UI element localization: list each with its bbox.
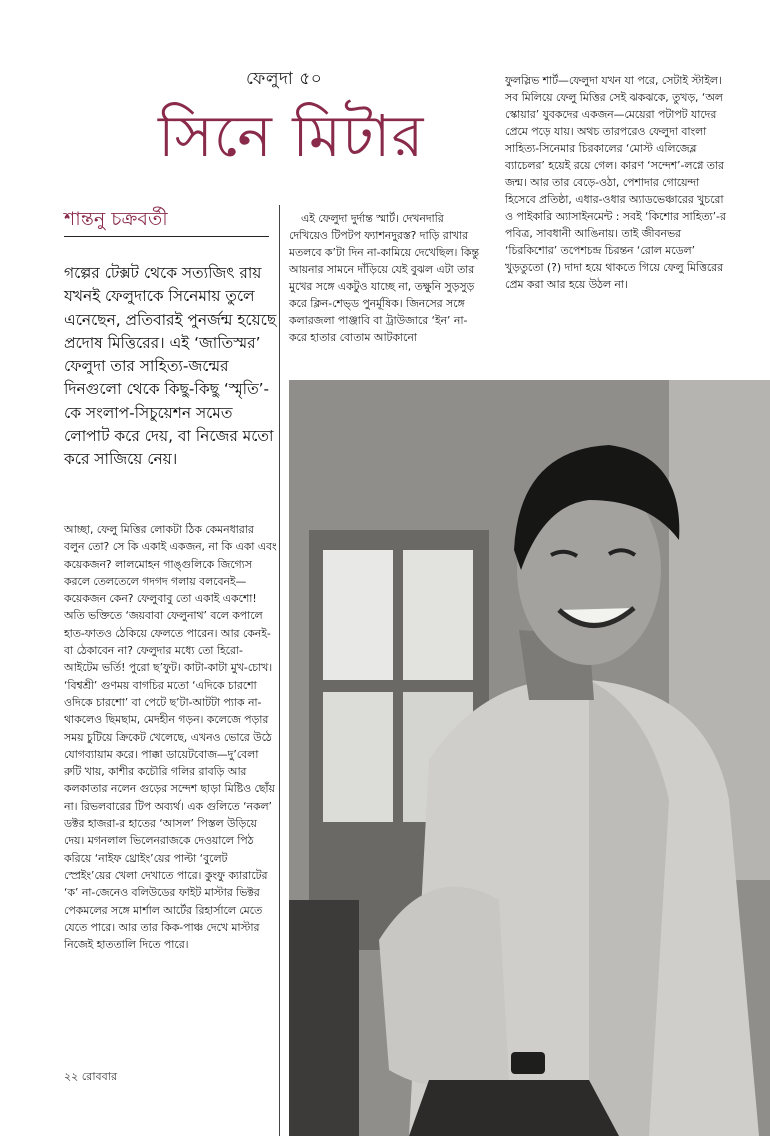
arm: [379, 887, 509, 1088]
article-title: সিনে মিটার: [158, 102, 425, 170]
author-byline: শান্তনু চক্রবর্তী: [64, 208, 168, 230]
series-label: ফেলুদা ৫০: [246, 69, 323, 89]
body-column-middle: [289, 210, 484, 346]
wristwatch: [511, 1052, 545, 1074]
window-pane: [323, 550, 393, 680]
body-mid-paragraph: এই ফেলুদা দুর্দান্ত স্মার্ট। দেখনদারি দেখিয়েও টিপটপ ফ্যাশনদুরস্ত? দাড়ি রাখার মতলবে ক’টা দিন না-কামিয়ে দেখেছিল। কিন্তু আয়নার সামনে দাঁড়িয়ে যেই বুঝল এটা তার মুখের সঙ্গে একটুও যাচ্ছে না, তক্ষুনি সুড়সুড় করে ক্লিন-শেভ্ড পুনর্মূষিক। জিনসের সঙ্গে কলারজলা পাঞ্জাবি বা ট্রাউজারে ‘ইন’ না-করে হাতার বোতাম আটকানো: [289, 212, 479, 344]
window-pane: [323, 692, 393, 822]
photo-illustration: [289, 380, 770, 1136]
column-divider: [279, 205, 280, 1136]
body-column-right: [505, 72, 730, 293]
page-folio: ২২ রোববার: [64, 1070, 117, 1083]
body-right-paragraph: ফুলস্লিভ শার্ট—ফেলুদা যখন যা পরে, সেটাই স্টাইল। সব মিলিয়ে ফেলু মিত্তির সেই ঝকঝকে, তুখড়, ‘অল স্কোয়ার’ যুবকদের একজন—মেয়েরা পটাপট যাদের প্রেমে পড়ে যায়। অথচ তারপরেও ফেলুদা বাংলা সাহিত্য-সিনেমার চিরকালের ‘মোস্ট এলিজেব্ল ব্যাচেলর’ হয়েই রয়ে গেল। কারণ ‘সন্দেশ’-লগ্নে তার জন্ম। আর তার বেড়ে-ওঠা, পেশাদার গোয়েন্দা হিসেবে প্রতিষ্ঠা, এধার-ওধার অ্যাডভেঞ্চারের খুচরো ও পাইকারি অ্যাসাইনমেন্ট : সবই ‘কিশোর সাহিত্য’-র পবিত্র, সাবধানী আঙিনায়। তাই জীবনভর ‘চিরকিশোর’ তপেশচন্দ্র চিরন্তন ‘রোল মডেল’ খুড়তুতো (?) দাদা হয়ে থাকতে গিয়ে ফেলু মিত্তিরের প্রেম করা আর হয়ে উঠল না।: [505, 74, 726, 291]
body-left-paragraph: আচ্ছা, ফেলু মিত্তির লোকটা ঠিক কেমনধারার বলুন তো? সে কি একাই একজন, না কি একা এবং কয়েকজন? লালমোহন গাঙ্গুলিকে জিগ্যেস করলে তেলতেলে গদগদ গলায় বলবেনই—কয়েকজন কেন? ফেলুবাবু তো একাই একশো! অতি ভক্তিতে ‘জয়বাবা ফেলুনাথ’ বলে কপালে হাত-ফাতও ঠেকিয়ে ফেলতে পারেন। আর কেনই-বা ঠেকাবেন না? ফেলুদার মধ্যে তো হিরো-আইটেম ভর্তি! পুরো ছ’ফুট। কাটা-কাটা মুখ-চোখ। ‘বিশ্বশ্রী’ গুণময় বাগচির মতো ‘এদিকে চারশো ওদিকে চারশো’ বা পেটে ছ’টা-আটটা প্যাক না-থাকলেও ছিমছাম, মেদহীন গড়ন। কলেজে পড়ার সময় চুটিয়ে ক্রিকেট খেলেছে, এখনও ভোরে উঠে যোগব্যায়াম করে। পাক্কা ডায়েটবোজ—দু’বেলা রুটি খায়, কাশীর কচৌরি গলির রাবড়ি আর কলকাতার নলেন গুড়ের সন্দেশ ছাড়া মিষ্টিও ছোঁয় না। রিভলবারের টিপ অব্যর্থ। এক গুলিতে ‘নকল’ ডক্টর হাজরা-র হাতের ‘আসল’ পিস্তল উড়িয়ে দেয়। মগনলাল ভিলেনরাজকে দেওয়ালে পিঠ করিয়ে ‘নাইফ থ্রোইং’য়ের পাল্টা ‘বুলেট স্প্রেইং’য়ের খেলা দেখাতে পারে। কুংফু ক্যারাটের ‘ক’ না-জেনেও বলিউডের ফাইট মাস্টার ভিক্টর পেকমলের সঙ্গে মার্শাল আর্টের রিহার্সালে মেতে যেতে পারে। আর তার কিক-পাঞ্চ দেখে মাস্টার নিজেই হাততালি দিতে পারে।: [64, 523, 277, 952]
body-column-left: [64, 521, 277, 953]
article-photo: [289, 380, 770, 1136]
byline-rule: [64, 236, 269, 237]
trousers: [409, 1080, 619, 1136]
photo-shadow: [289, 900, 359, 1136]
window-pane: [403, 550, 473, 680]
intro-paragraph: গল্পের টেক্সট থেকে সত্যজিৎ রায় যখনই ফেলুদাকে সিনেমায় তুলে এনেছেন, প্রতিবারই পুনর্জন্ম হয়েছে প্রদোষ মিত্তিরের। এই ‘জাতিস্মর’ ফেলুদা তার সাহিত্য-জন্মের দিনগুলো থেকে কিছু-কিছু ‘স্মৃতি’-কে সংলাপ-সিচুয়েশন সমেত লোপাট করে দেয়, বা নিজের মতো করে সাজিয়ে নেয়।: [64, 264, 277, 469]
